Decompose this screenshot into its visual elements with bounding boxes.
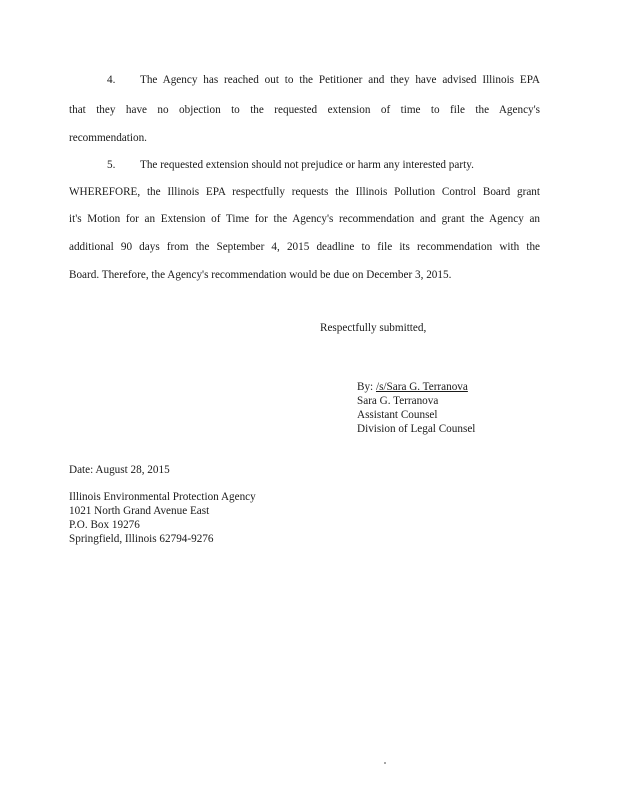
address-street: 1021 North Grand Avenue East: [69, 505, 210, 517]
signature-division: Division of Legal Counsel: [357, 423, 476, 435]
address-org: Illinois Environmental Protection Agency: [69, 491, 256, 503]
signature-by-line: [357, 380, 468, 394]
signature-title: Assistant Counsel: [357, 409, 438, 421]
wherefore-line-1: WHEREFORE, the Illinois EPA respectfully requests the Illinois Pollution Control Board grant: [69, 186, 540, 198]
closing-text: Respectfully submitted,: [320, 322, 427, 334]
paragraph-4-line-1: The Agency has reached out to the Petitioner and they have advised Illinois EPA: [140, 74, 540, 86]
paragraph-5-text: The requested extension should not prejudice or harm any interested party.: [140, 159, 474, 171]
wherefore-line-4: Board. Therefore, the Agency's recommendation would be due on December 3, 2015.: [69, 269, 452, 281]
wherefore-line-3: additional 90 days from the September 4, 2015 deadline to file its recommendation with the: [69, 241, 540, 253]
signature-signed-name: /s/Sara G. Terranova: [375, 381, 468, 393]
address-city: Springfield, Illinois 62794-9276: [69, 533, 214, 545]
paragraph-4-line-3: recommendation.: [69, 132, 147, 144]
paragraph-5-number: 5.: [107, 159, 116, 171]
signature-by-label: By:: [357, 381, 374, 393]
date-line: Date: August 28, 2015: [69, 464, 170, 476]
scan-speck: [384, 762, 386, 764]
signature-name: Sara G. Terranova: [357, 395, 439, 407]
wherefore-line-2: it's Motion for an Extension of Time for the Agency's recommendation and grant the Agency an: [69, 213, 540, 225]
paragraph-4-line-2: that they have no objection to the requested extension of time to file the Agency's: [69, 104, 540, 116]
paragraph-4-number: 4.: [107, 74, 116, 86]
address-po-box: P.O. Box 19276: [69, 519, 140, 531]
